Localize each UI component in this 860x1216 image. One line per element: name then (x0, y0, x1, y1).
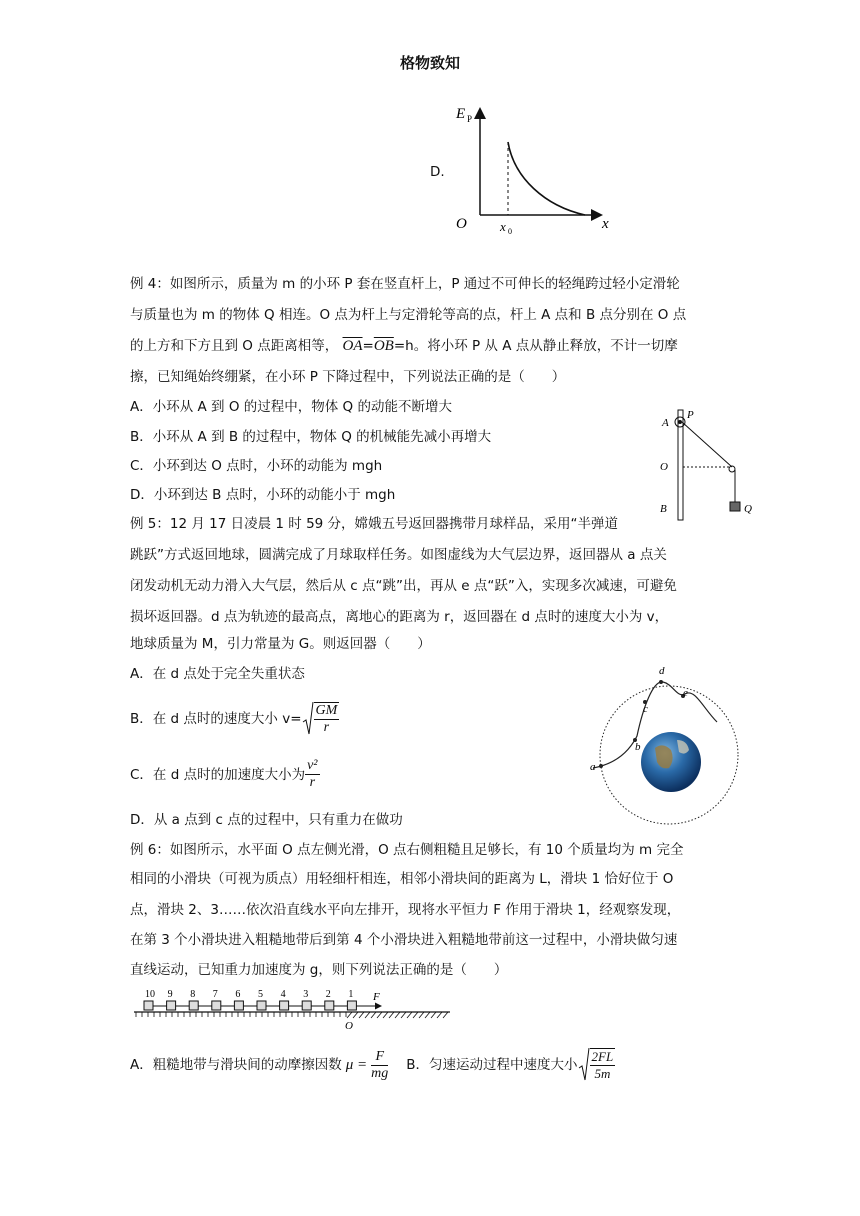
traj-e: e (683, 687, 688, 699)
gm-num: GM (315, 703, 338, 718)
slider-block-number: 5 (258, 989, 263, 1000)
ex5-line-5: 地球质量为 M，引力常量为 G。则返回器（ ） (130, 636, 431, 652)
ep-x-graph (450, 98, 620, 238)
ex4-line-2: 与质量也为 m 的物体 Q 相连。O 点为杆上与定滑轮等高的点，杆上 A 点和 B 点分别在 O 点 (130, 307, 687, 323)
ex6-line-4: 在第 3 个小滑块进入粗糙地带后到第 4 个小滑块进入粗糙地带前这一过程中，小滑块做匀速 (130, 932, 678, 948)
ex5-line-1: 例 5：12 月 17 日凌晨 1 时 59 分，嫦娥五号返回器携带月球样品，采用“半弹道 (130, 516, 619, 532)
oa-segment: $\overline{OA}$ (342, 338, 363, 354)
slider-block-number: 3 (303, 989, 309, 1000)
r-den-c: r (309, 775, 316, 790)
fig-b: B (660, 503, 667, 515)
slider-block-number: 6 (235, 989, 241, 1000)
ob-segment: $\overline{OB}$ (373, 338, 394, 354)
ex4-option-a: A．小环从 A 到 O 的过程中，物体 Q 的动能不断增大 (130, 399, 452, 415)
ex4-line-4: 擦，已知绳始终绷紧，在小环 P 下降过程中，下列说法正确的是（ ） (130, 369, 566, 385)
slider-block-number: 8 (190, 989, 196, 1000)
sqrt-2fl-5m (578, 1046, 616, 1084)
slider-block (189, 1001, 198, 1010)
slider-block (257, 1001, 266, 1010)
slider-block-number: 9 (167, 989, 173, 1000)
x-axis-label: x (602, 216, 609, 232)
x0-label: x (500, 219, 506, 234)
ex5-option-b (130, 700, 339, 738)
5m-den: 5m (594, 1066, 611, 1081)
ex5-option-c (130, 758, 320, 791)
traj-d: d (659, 665, 665, 677)
ex5-line-3: 闭发动机无动力滑入大气层，然后从 c 点“跳”出，再从 e 点“跃”入，实现多次减速，可避免 (130, 578, 677, 594)
slider-block (325, 1001, 334, 1010)
r-den: r (323, 720, 330, 735)
ex5-option-d: D．从 a 点到 c 点的过程中，只有重力在做功 (130, 812, 403, 828)
ex6-line-1: 例 6：如图所示，水平面 O 点左侧光滑，O 点右侧粗糙且足够长，有 10 个质量均为 m 完全 (130, 842, 684, 858)
ring-pulley-figure (650, 398, 760, 526)
traj-a: a (590, 761, 596, 773)
traj-b: b (635, 741, 641, 753)
slider-block-number: 10 (145, 989, 155, 1000)
sqrt-gm-r (302, 700, 340, 738)
mu-symbol: μ = (345, 1057, 368, 1073)
fig-a: A (662, 417, 669, 429)
ex6-option-a (130, 1046, 615, 1084)
ex5-line-4: 损坏返回器。d 点为轨迹的最高点，离地心的距离为 r，返回器在 d 点时的速度大小为 v， (130, 609, 669, 625)
slider-block-number: 1 (348, 989, 354, 1000)
point-o-label: O (345, 1020, 353, 1032)
ex4-line-3-rest: =h。将小环 P 从 A 点从静止释放，不计一切摩 (393, 338, 678, 354)
f-num: F (371, 1049, 388, 1066)
fig-q: Q (744, 503, 752, 515)
ex6-line-5: 直线运动，已知重力加速度为 g，则下列说法正确的是（ ） (130, 962, 508, 978)
ex6-option-a-text: A．粗糙地带与滑块间的动摩擦因数 (130, 1057, 342, 1073)
ex5-option-b-text: B．在 d 点时的速度大小 v= (130, 711, 302, 727)
ex4-option-d: D．小环到达 B 点时，小环的动能小于 mgh (130, 487, 396, 503)
slider-block (280, 1001, 289, 1010)
ex4-line-3 (130, 336, 678, 356)
mg-den: mg (371, 1065, 389, 1081)
x0-sub: 0 (508, 227, 512, 236)
slider-block (347, 1001, 356, 1010)
ex4-option-c: C．小环到达 O 点时，小环的动能为 mgh (130, 458, 383, 474)
origin-label: O (456, 216, 467, 232)
ex6-line-3: 点，滑块 2、3……依次沿直线水平向左排开，现将水平恒力 F 作用于滑块 1，经观察发现， (130, 902, 681, 918)
ex4-option-b: B．小环从 A 到 B 的过程中，物体 Q 的机械能先减小再增大 (130, 429, 492, 445)
ex4-line-1: 例 4：如图所示，质量为 m 的小环 P 套在竖直杆上，P 通过不可伸长的轻绳跨过轻小定滑轮 (130, 276, 680, 292)
ex6-line-2: 相同的小滑块（可视为质点）用轻细杆相连，相邻小滑块间的距离为 L，滑块 1 恰好位于 O (130, 871, 674, 887)
slider-block (212, 1001, 221, 1010)
fig-p: P (687, 409, 694, 421)
slider-block (144, 1001, 153, 1010)
ex5-option-a: A．在 d 点处于完全失重状态 (130, 666, 305, 682)
2fl-num: 2FL (591, 1049, 614, 1064)
slider-block (302, 1001, 311, 1010)
traj-c: c (643, 703, 648, 715)
option-d-label: D. (430, 164, 445, 180)
y-axis-label: E (456, 106, 466, 122)
earth-trajectory-figure (585, 660, 745, 835)
ex5-option-c-text: C．在 d 点时的加速度大小为 (130, 766, 306, 783)
ex4-line-3-text: 的上方和下方且到 O 点距离相等， (130, 338, 339, 354)
ex5-line-2: 跳跃”方式返回地球，圆满完成了月球取样任务。如图虚线为大气层边界，返回器从 a 点关 (130, 547, 667, 563)
ex6-option-b-text: B．匀速运动过程中速度大小 (406, 1057, 578, 1073)
slider-block (167, 1001, 176, 1010)
sliders-figure (130, 986, 460, 1032)
page-title: 格物致知 (399, 54, 460, 72)
force-f-label: F (373, 991, 380, 1003)
slider-block-number: 7 (212, 989, 218, 1000)
v2-num: v² (307, 758, 318, 773)
slider-block (234, 1001, 243, 1010)
slider-block-number: 2 (325, 989, 331, 1000)
y-axis-sub: P (467, 114, 473, 124)
fig-o: O (660, 461, 668, 473)
eq-sign: = (362, 338, 374, 354)
slider-block-number: 4 (280, 989, 286, 1000)
